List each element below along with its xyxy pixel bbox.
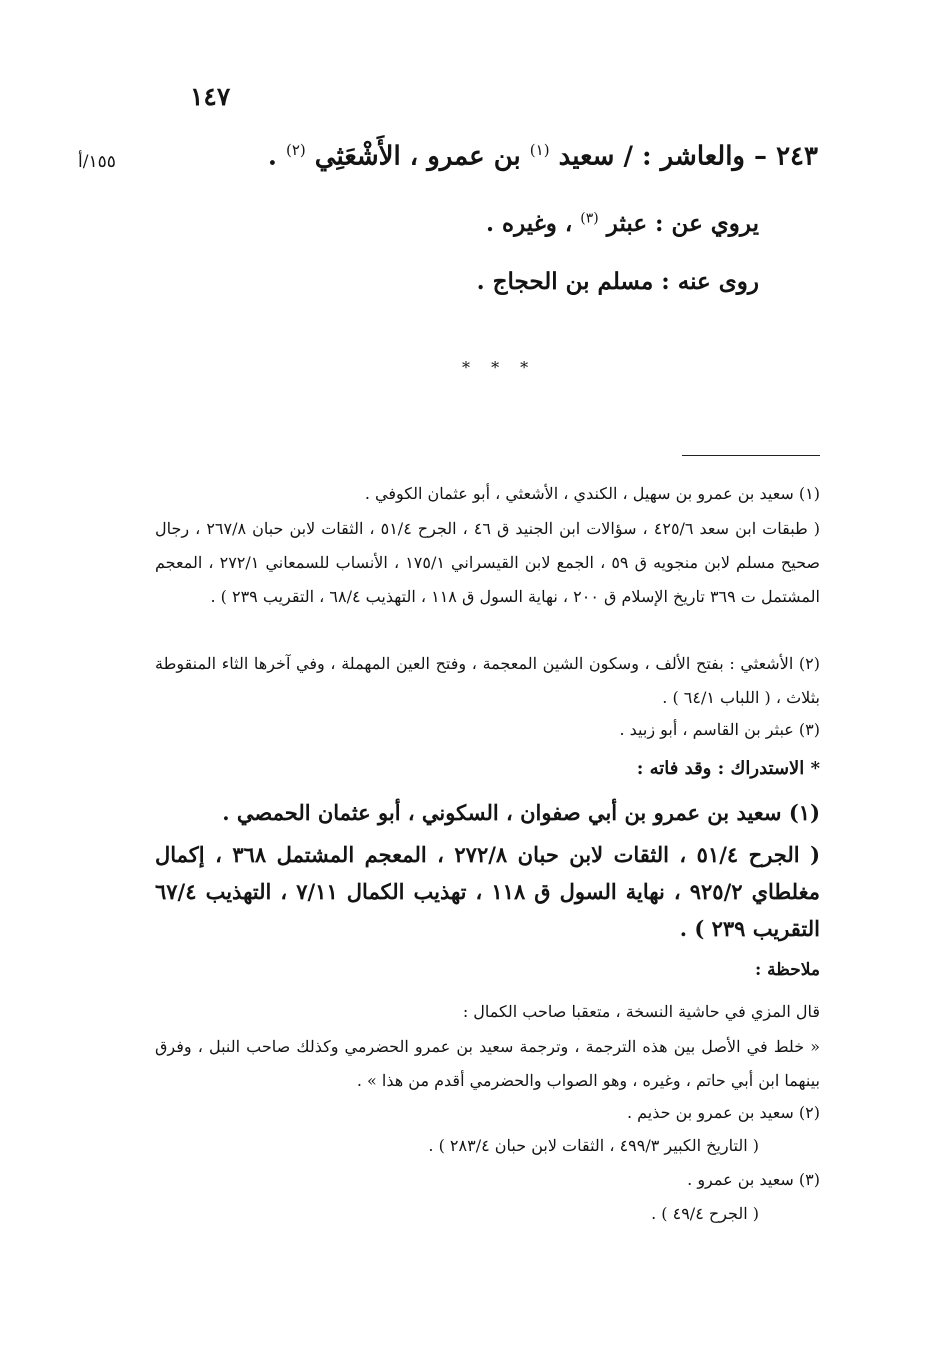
footnote-1-title: (١) سعيد بن عمرو بن سهيل ، الكندي ، الأشعثي ، أبو عثمان الكوفي .: [364, 484, 820, 503]
manuscript-folio-note: ١٥٥/أ: [78, 152, 116, 172]
footnote-2: (٢) الأشعثي : بفتح الألف ، وسكون الشين المعجمة ، وفتح العين المهملة ، وفي آخرها الثاء المنقوطة بثلاث ، ( اللباب ٦٤/١ ) .: [155, 654, 821, 707]
narrates-from-text-b: ، وغيره .: [486, 210, 581, 237]
entry-text-b: بن عمرو ، الأَشْعَثِي: [305, 141, 530, 172]
page-number: ١٤٧: [190, 82, 231, 111]
entry-text-a: – والعاشر : / سعيد: [549, 141, 777, 172]
footnote-ref-3: (٣): [580, 210, 599, 227]
note-intro: قال المزي في حاشية النسخة ، متعقبا صاحب الكمال :: [462, 1002, 820, 1021]
istidrak-item-3-title: (٣) سعيد بن عمرو .: [687, 1170, 820, 1189]
narrates-from-line: [486, 210, 759, 237]
istidrak-heading: * الاستدراك : وقد فاته :: [636, 758, 820, 779]
istidrak-item-1-title: (١) سعيد بن عمرو بن أبي صفوان ، السكوني ، أبو عثمان الحمصي .: [222, 800, 820, 825]
entry-text-c: .: [267, 141, 286, 172]
note-quote: « خلط في الأصل بين هذه الترجمة ، وترجمة سعيد بن عمرو الحضرمي وكذلك صاحب النبل ، وفرق بينهما ابن أبي حاتم ، وغيره ، وهو الصواب والحضرمي أقدم من هذا » .: [155, 1037, 821, 1090]
footnote-ref-1: (١): [529, 141, 550, 159]
section-separator: * * *: [462, 358, 537, 377]
istidrak-item-3-sources: ( الجرح ٤٩/٤ ) .: [651, 1204, 759, 1223]
entry-number: ٢٤٣: [776, 141, 818, 172]
istidrak-item-2-title: (٢) سعيد بن عمرو بن حذيم .: [626, 1103, 820, 1122]
istidrak-item-1-sources: ( الجرح ٥١/٤ ، الثقات لابن حبان ٢٧٢/٨ ، المعجم المشتمل ٣٦٨ ، إكمال مغلطاي ٩٢٥/٢ ، نهاية السول ق ١١٨ ، تهذيب الكمال ٧/١١ ، التهذيب ٦٧/٤ التقريب ٢٣٩ ) .: [155, 842, 821, 941]
entry-heading: [268, 141, 818, 172]
istidrak-item-2-sources: ( التاريخ الكبير ٤٩٩/٣ ، الثقات لابن حبان ٢٨٣/٤ ) .: [428, 1136, 759, 1155]
note-heading: ملاحظة :: [754, 960, 820, 980]
footnote-1-sources: ( طبقات ابن سعد ٤٢٥/٦ ، سؤالات ابن الجنيد ق ٤٦ ، الجرح ٥١/٤ ، الثقات لابن حبان ٢٦٧/٨ ، رجال صحيح مسلم لابن منجويه ق ٥٩ ، الجمع لابن القيسراني ١٧٥/١ ، الأنساب للسمعاني ٢٧٢/١ ، المعجم المشتمل ت ٣٦٩ تاريخ الإسلام ق ٢٠٠ ، نهاية السول ق ١١٨ ، التهذيب ٦٨/٤ ، التقريب ٢٣٩ ) .: [155, 519, 821, 606]
footnote-3: (٣) عبثر بن القاسم ، أبو زبيد .: [619, 720, 820, 739]
footnote-ref-2: (٢): [285, 141, 306, 159]
footnote-divider: [682, 455, 820, 456]
narrates-from-text-a: يروي عن : عبثر: [598, 210, 759, 237]
narrated-by-line: روى عنه : مسلم بن الحجاج .: [476, 268, 759, 295]
